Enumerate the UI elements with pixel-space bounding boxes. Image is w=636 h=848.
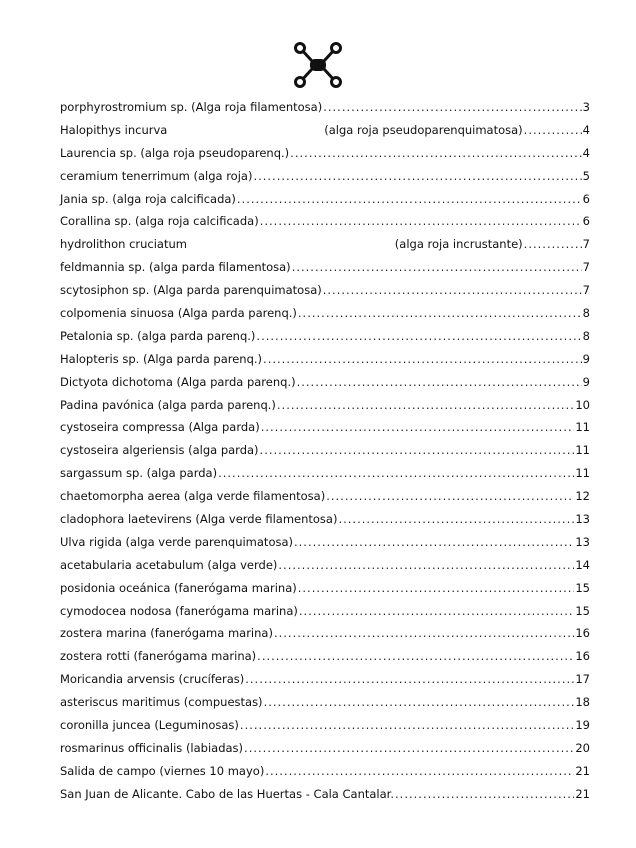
toc-entry[interactable] [60, 279, 590, 302]
toc-dot-leader [240, 714, 574, 737]
toc-page-number: 12 [575, 489, 590, 504]
toc-dot-leader [290, 142, 582, 165]
toc-page-number: 6 [582, 214, 590, 229]
toc-entry[interactable] [60, 256, 590, 279]
toc-dot-leader [524, 233, 582, 256]
toc-entry[interactable] [60, 394, 590, 417]
toc-entry[interactable] [60, 462, 590, 485]
toc-entry[interactable] [60, 142, 590, 165]
toc-dot-leader [264, 691, 575, 714]
toc-page-number: 7 [582, 237, 590, 252]
toc-page-number: 5 [582, 168, 590, 183]
toc-entry-title: Jania sp. (alga roja calcificada) [60, 191, 236, 206]
toc-entry[interactable] [60, 439, 590, 462]
toc-entry[interactable] [60, 416, 590, 439]
toc-entry-title: cladophora laetevirens (Alga verde filamentosa) [60, 512, 338, 527]
toc-entry-title: zostera marina (fanerógama marina) [60, 626, 273, 641]
toc-page-number: 9 [582, 374, 590, 389]
toc-entry[interactable] [60, 622, 590, 645]
toc-page-number: 14 [575, 557, 590, 572]
toc-dot-leader [253, 165, 581, 188]
toc-entry-title: cystoseira compressa (Alga parda) [60, 420, 260, 435]
toc-entry[interactable] [60, 554, 590, 577]
toc-page-number: 16 [575, 626, 590, 641]
toc-entry-title: Petalonia sp. (alga parda parenq.) [60, 328, 256, 343]
toc-dot-leader [338, 508, 574, 531]
toc-dot-leader [260, 439, 575, 462]
toc-entry-title: cystoseira algeriensis (alga parda) [60, 443, 259, 458]
toc-entry[interactable] [60, 600, 590, 623]
table-of-contents [60, 96, 590, 806]
toc-entry-title: San Juan de Alicante. Cabo de las Huertas - Cala Cantalar. [60, 786, 395, 801]
toc-page-number: 15 [575, 580, 590, 595]
toc-page-number: 8 [582, 328, 590, 343]
toc-page-number: 7 [582, 283, 590, 298]
toc-page-number: 10 [575, 397, 590, 412]
toc-entry-title: colpomenia sinuosa (Alga parda parenq.) [60, 306, 297, 321]
toc-dot-leader [277, 394, 574, 417]
toc-dot-leader [298, 577, 575, 600]
toc-entry-title: Ulva rigida (alga verde parenquimatosa) [60, 534, 293, 549]
toc-entry[interactable] [60, 96, 590, 119]
toc-dot-leader [256, 325, 581, 348]
toc-entry-title: posidonia oceánica (fanerógama marina) [60, 580, 297, 595]
toc-page-number: 9 [582, 351, 590, 366]
toc-entry[interactable] [60, 531, 590, 554]
toc-dot-leader [265, 760, 574, 783]
toc-dot-leader [263, 348, 582, 371]
toc-page-number: 6 [582, 191, 590, 206]
toc-entry[interactable] [60, 325, 590, 348]
toc-dot-leader [299, 600, 574, 623]
toc-dot-leader [298, 302, 582, 325]
toc-page-number: 8 [582, 306, 590, 321]
toc-dot-leader [245, 668, 574, 691]
toc-dot-leader [257, 645, 574, 668]
toc-dot-leader [218, 462, 574, 485]
toc-entry[interactable] [60, 485, 590, 508]
toc-dot-leader [261, 416, 575, 439]
toc-entry-title: Dictyota dichotoma (Alga parda parenq.) [60, 374, 296, 389]
toc-dot-leader [297, 371, 582, 394]
toc-dot-leader [323, 96, 581, 119]
toc-entry-title: scytosiphon sp. (Alga parda parenquimatosa) [60, 283, 322, 298]
toc-dot-leader [524, 119, 582, 142]
toc-entry[interactable] [60, 691, 590, 714]
toc-entry-title: porphyrostromium sp. (Alga roja filamentosa) [60, 100, 323, 114]
toc-entry[interactable]: hydrolithon cruciatum (alga roja incrustante) ..... 7 [60, 233, 590, 256]
toc-entry-subtitle: (alga roja incrustante) [394, 237, 523, 252]
toc-entry-title: Corallina sp. (alga roja calcificada) [60, 214, 259, 229]
toc-page-number: 7 [582, 260, 590, 275]
toc-entry[interactable] [60, 714, 590, 737]
toc-page-number: 4 [582, 122, 590, 137]
toc-page-number: 4 [582, 145, 590, 160]
toc-entry[interactable]: Halopithys incurva (alga roja pseudoparenquimatosa) ..... 4 [60, 119, 590, 142]
toc-entry-title: ceramium tenerrimum (alga roja) [60, 168, 253, 183]
toc-entry[interactable] [60, 508, 590, 531]
toc-page-number: 13 [575, 534, 590, 549]
molecule-network-icon [293, 42, 343, 88]
toc-entry[interactable] [60, 371, 590, 394]
toc-page-number: 16 [575, 649, 590, 664]
toc-dot-leader [292, 256, 582, 279]
toc-page-number: 13 [575, 512, 590, 527]
toc-dot-leader [237, 188, 582, 211]
toc-entry-title: sargassum sp. (alga parda) [60, 466, 218, 481]
toc-page-number: 21 [575, 763, 590, 778]
toc-page-number: 19 [575, 718, 590, 733]
toc-page-number: 17 [575, 672, 590, 687]
toc-entry-title: Laurencia sp. (alga roja pseudoparenq.) [60, 145, 290, 160]
toc-entry-title: cymodocea nodosa (fanerógama marina) [60, 603, 298, 618]
toc-entry-title: Halopteris sp. (Alga parda parenq.) [60, 351, 263, 366]
toc-dot-leader [326, 485, 574, 508]
toc-entry-title: asteriscus maritimus (compuestas) [60, 695, 263, 710]
toc-page-number: 11 [575, 443, 590, 458]
toc-entry[interactable] [60, 210, 590, 233]
toc-entry-title: Salida de campo (viernes 10 mayo) [60, 763, 265, 778]
toc-entry-title: Moricandia arvensis (crucíferas) [60, 672, 245, 687]
toc-dot-leader [323, 279, 582, 302]
toc-dot-leader [244, 737, 574, 760]
toc-entry-title: acetabularia acetabulum (alga verde) [60, 557, 278, 572]
toc-entry[interactable] [60, 302, 590, 325]
toc-entry-title: coronilla juncea (Leguminosas) [60, 718, 239, 733]
toc-page-number: 15 [575, 603, 590, 618]
toc-entry[interactable] [60, 348, 590, 371]
toc-entry-title: feldmannia sp. (alga parda filamentosa) [60, 260, 291, 275]
toc-entry[interactable] [60, 188, 590, 211]
toc-entry[interactable] [60, 737, 590, 760]
toc-dot-leader [294, 531, 574, 554]
toc-entry[interactable] [60, 783, 590, 806]
toc-page-number: 11 [575, 466, 590, 481]
toc-page-number: 3 [582, 100, 590, 114]
toc-entry[interactable] [60, 760, 590, 783]
toc-entry[interactable] [60, 577, 590, 600]
toc-dot-leader [278, 554, 574, 577]
toc-entry-title: rosmarinus officinalis (labiadas) [60, 740, 244, 755]
toc-page-number: 21 [575, 786, 590, 801]
toc-dot-leader [274, 622, 574, 645]
toc-dot-leader [260, 210, 582, 233]
toc-page-number: 18 [575, 695, 590, 710]
toc-entry-subtitle: (alga roja pseudoparenquimatosa) [324, 122, 523, 137]
toc-entry-title: chaetomorpha aerea (alga verde filamentosa) [60, 489, 326, 504]
toc-entry[interactable] [60, 645, 590, 668]
toc-page-number: 20 [575, 740, 590, 755]
toc-entry-title: Padina pavónica (alga parda parenq.) [60, 397, 276, 412]
toc-entry-title: zostera rotti (fanerógama marina) [60, 649, 257, 664]
toc-dot-leader [395, 783, 574, 806]
toc-entry[interactable] [60, 165, 590, 188]
toc-entry[interactable] [60, 668, 590, 691]
toc-page-number: 11 [575, 420, 590, 435]
